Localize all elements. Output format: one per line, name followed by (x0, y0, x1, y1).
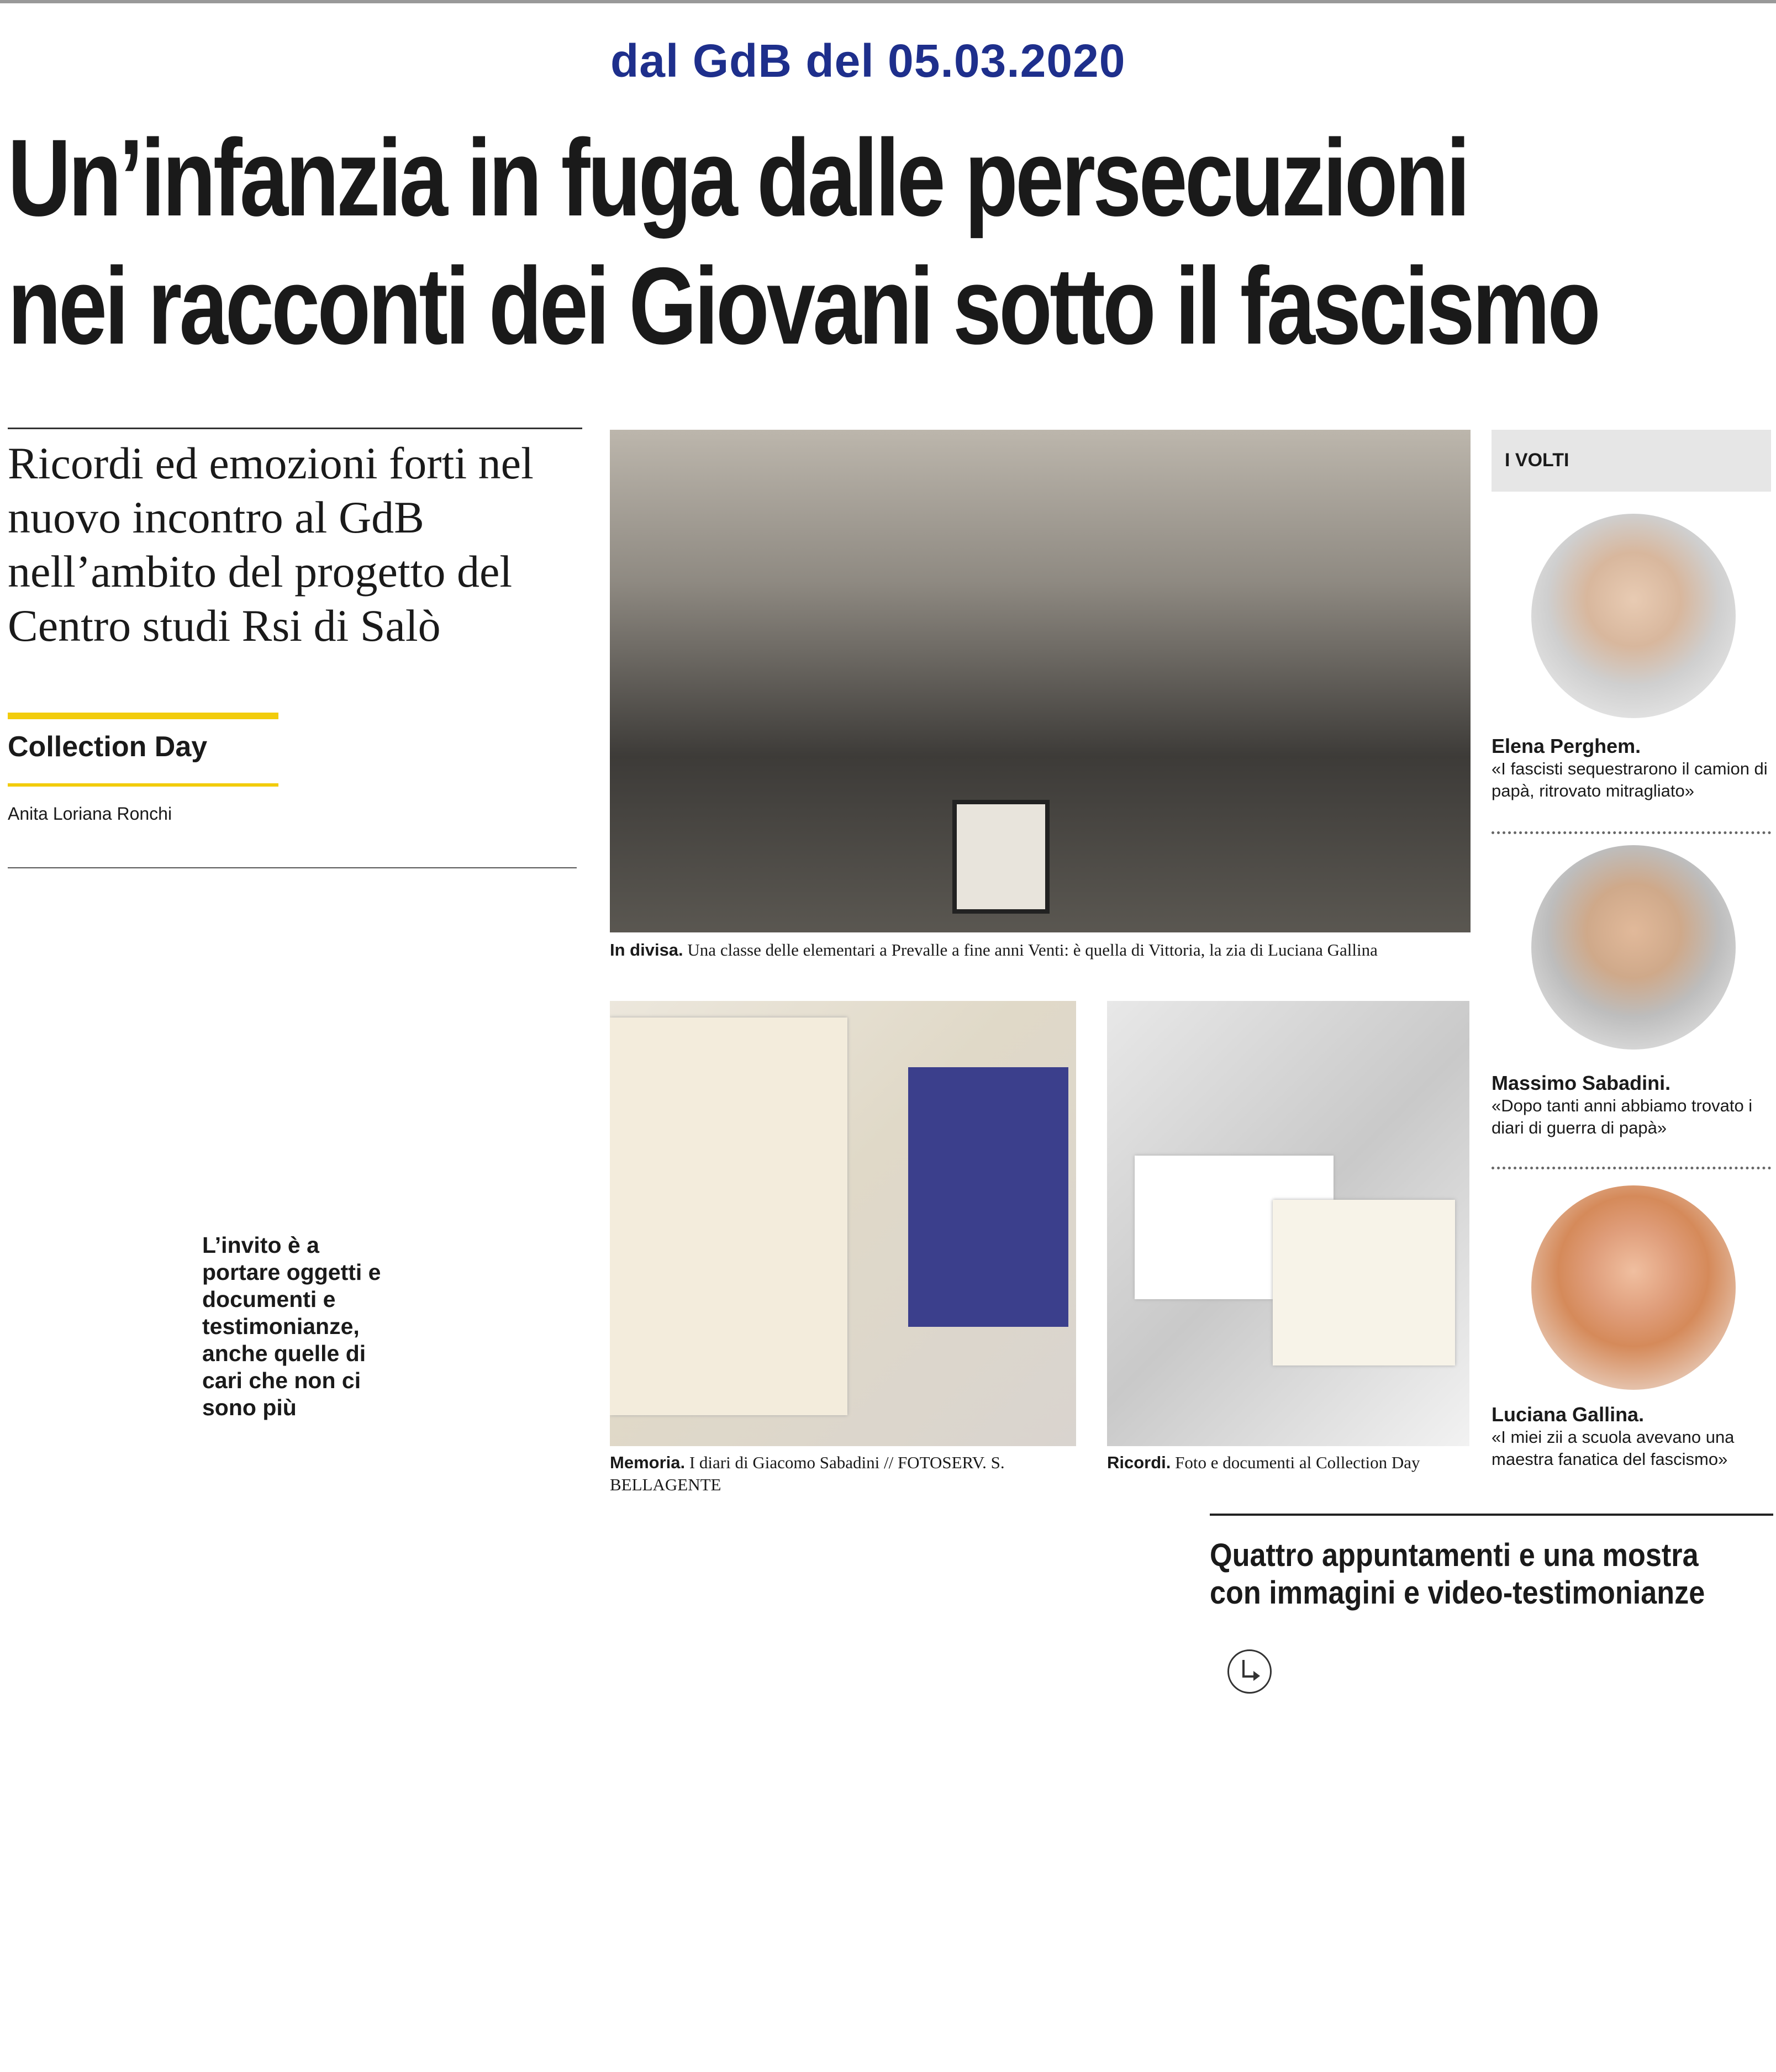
arrow-right-icon (1227, 1649, 1272, 1694)
class-photo (610, 430, 1471, 932)
kicker: dal GdB del 05.03.2020 (610, 35, 1126, 87)
diary-caption-label: Memoria. (610, 1453, 686, 1472)
headline-line-1: Un’infanzia in fuga dalle persecuzioni (8, 117, 1468, 239)
top-rule (0, 0, 1776, 3)
documents-photo (1107, 1001, 1469, 1446)
diary-page (610, 1017, 847, 1415)
person-name: Elena Perghem. (1492, 735, 1641, 757)
letter-sheet (1273, 1200, 1455, 1365)
person-card (1492, 1072, 1771, 1139)
diary-notebook (908, 1067, 1068, 1327)
box-rule (1210, 1514, 1773, 1516)
documents-caption-label: Ricordi. (1107, 1453, 1171, 1472)
box-title: Quattro appuntamenti e una mostra con immagini e video-testimonianze (1210, 1537, 1705, 1611)
headline-line-2: nei racconti dei Giovani sotto il fascismo (8, 245, 1599, 367)
section-bar-bottom (8, 783, 278, 787)
person-card (1492, 1403, 1771, 1470)
documents-caption-text: Foto e documenti al Collection Day (1175, 1453, 1420, 1472)
section-label: Collection Day (8, 731, 208, 763)
portrait-massimo-sabadini (1531, 845, 1736, 1050)
deck-rule (8, 428, 582, 429)
class-caption-text: Una classe delle elementari a Prevalle a fine anni Venti: è quella di Vittoria, la zia di Luciana Gallina (687, 940, 1378, 959)
documents-photo-caption (1107, 1452, 1472, 1474)
pull-quote: L’invito è a portare oggetti e documenti e testimonianze, anche quelle di cari che non ci sono più (202, 1232, 381, 1420)
byline: Anita Loriana Ronchi (8, 804, 172, 824)
person-quote: «I miei zii a scuola avevano una maestra fanatica del fascismo» (1492, 1427, 1735, 1469)
divider (1492, 1167, 1771, 1169)
portrait-elena-perghem (1531, 514, 1736, 718)
class-photo-caption (610, 939, 1472, 961)
framed-portrait (952, 800, 1050, 914)
diary-caption-text: I diari di Giacomo Sabadini // FOTOSERV. S. BELLAGENTE (610, 1453, 1005, 1494)
person-name: Luciana Gallina. (1492, 1403, 1645, 1426)
diary-photo-caption (610, 1452, 1085, 1496)
class-caption-label: In divisa. (610, 940, 683, 959)
column-rule (8, 867, 577, 868)
section-bar-top (8, 713, 278, 719)
person-card (1492, 735, 1771, 802)
person-name: Massimo Sabadini. (1492, 1072, 1671, 1094)
person-quote: «I fascisti sequestrarono il camion di papà, ritrovato mitragliato» (1492, 759, 1768, 800)
person-quote: «Dopo tanti anni abbiamo trovato i diari di guerra di papà» (1492, 1096, 1753, 1137)
deck: Ricordi ed emozioni forti nel nuovo incontro al GdB nell’ambito del progetto del Centro studi Rsi di Salò (8, 438, 534, 651)
divider (1492, 831, 1771, 834)
portrait-luciana-gallina (1531, 1185, 1736, 1390)
headline (8, 114, 1598, 370)
diary-photo (610, 1001, 1076, 1446)
volti-title: I VOLTI (1505, 450, 1569, 471)
